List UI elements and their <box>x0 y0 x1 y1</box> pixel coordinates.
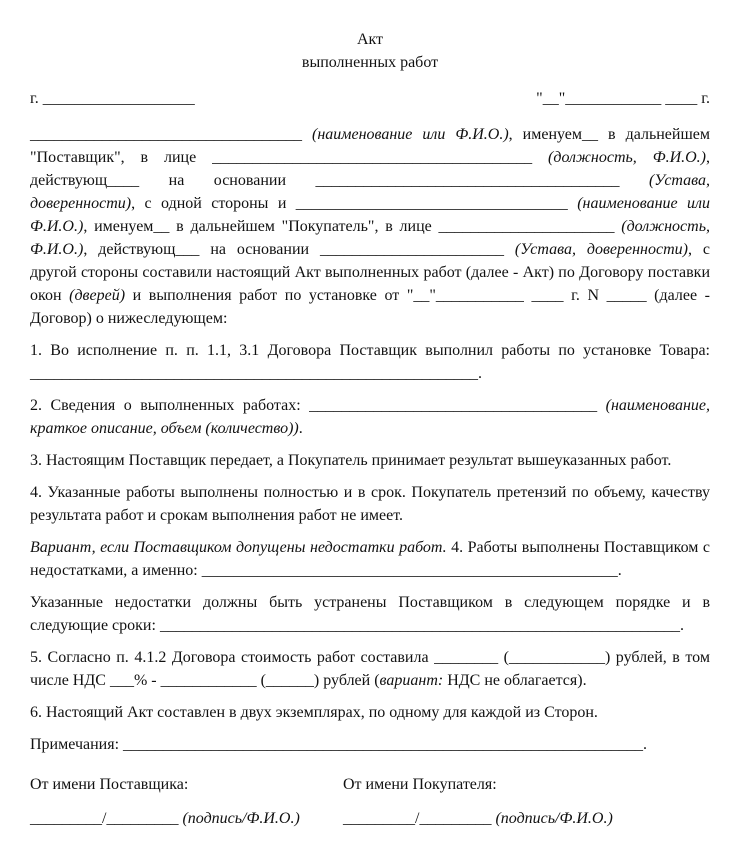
date-blank: "__"____________ ____ г. <box>536 90 710 107</box>
clause-5-paragraph <box>30 646 710 692</box>
hint-doors: (дверей) <box>69 287 126 304</box>
variant-clause-paragraph <box>30 536 710 582</box>
date-row <box>30 87 710 110</box>
city-blank: г. ___________________ <box>30 90 195 107</box>
clause-2-paragraph <box>30 394 710 440</box>
hint-position-fio: (должность, Ф.И.О.) <box>30 218 710 258</box>
clause-3-text: 3. Настоящим Поставщик передает, а Покупатель принимает результат вышеуказанных работ. <box>30 452 672 469</box>
buyer-representative-blank: , именуем__ в дальнейшем "Покупатель", в лице ______________________ <box>83 218 622 235</box>
clause-6-text: 6. Настоящий Акт составлен в двух экземплярах, по одному для каждой из Сторон. <box>30 704 598 721</box>
notes-text: Примечания: _________________________________________________________________. <box>30 736 648 753</box>
variant-clause-text: 4. Работы выполнены Поставщиком с недостатками, а именно: ____________________________________________________. <box>30 539 711 579</box>
buyer-signature-heading: От имени Покупателя: <box>343 776 497 793</box>
contract-date-number-text: и выполнения работ по установке от "__"___________ ____ г. N _____ (далее - Договор) о нижеследующем: <box>30 287 710 327</box>
supplier-basis-blank: , действующ____ на основании ______________________________________ <box>30 149 711 189</box>
clause-5-vat-text: НДС не облагается). <box>443 672 587 689</box>
hint-signature-fio: (подпись/Ф.И.О.) <box>182 810 300 827</box>
hint-work-description: (наименование, краткое описание, объем (количество)) <box>30 397 710 437</box>
document-title <box>30 28 710 74</box>
clause-3-paragraph <box>30 449 710 472</box>
clause-1-paragraph <box>30 339 710 385</box>
hint-charter-poa: (Устава, доверенности) <box>30 172 710 212</box>
hint-name-or-fio: (наименование или Ф.И.О.) <box>30 195 710 235</box>
hint-position-fio: (должность, Ф.И.О.) <box>548 149 707 166</box>
supplier-signature-line <box>30 807 343 830</box>
buyer-basis-blank: , действующ___ на основании _______________________ <box>83 241 515 258</box>
hint-signature-fio: (подпись/Ф.И.О.) <box>495 810 613 827</box>
supplier-signature-heading: От имени Поставщика: <box>30 776 189 793</box>
buyer-name-blank: , с одной стороны и __________________________________ <box>131 195 578 212</box>
supplier-representative-blank: , именуем__ в дальнейшем "Поставщик", в лице ________________________________________ <box>30 126 711 166</box>
hint-name-or-fio: (наименование или Ф.И.О.) <box>312 126 509 143</box>
supplier-signature-blanks: _________/_________ <box>30 810 183 827</box>
notes-paragraph <box>30 733 710 756</box>
supplier-name-blank: __________________________________ <box>30 126 312 143</box>
remedy-text: Указанные недостатки должны быть устранены Поставщиком в следующем порядке и в следующие сроки: _________________________________________________________________. <box>30 594 710 634</box>
buyer-signature-block <box>343 773 710 830</box>
clause-2-text: 2. Сведения о выполненных работах: ____________________________________ <box>30 397 606 414</box>
buyer-signature-line <box>343 807 710 830</box>
clause-5-text: 5. Согласно п. 4.1.2 Договора стоимость работ составила ________ (____________) рублей, в том числе НДС ___% - ____________ (______) рублей ( <box>30 649 710 689</box>
clause-2-period: . <box>298 420 303 437</box>
supplier-signature-block <box>30 773 343 830</box>
remedy-paragraph <box>30 591 710 637</box>
hint-charter-poa: (Устава, доверенности) <box>514 241 688 258</box>
preamble-paragraph <box>30 123 710 330</box>
variant-note: Вариант, если Поставщиком допущены недостатки работ. <box>30 539 447 556</box>
title-line-2: выполненных работ <box>301 54 439 71</box>
clause-4-text: 4. Указанные работы выполнены полностью и в срок. Покупатель претензий по объему, качеству результата работ и срокам выполнения работ не имеет. <box>30 484 710 524</box>
title-line-1: Акт <box>356 31 384 48</box>
signatures-section <box>30 773 710 830</box>
hint-variant-vat: вариант: <box>379 672 444 689</box>
clause-1-text: 1. Во исполнение п. п. 1.1, 3.1 Договора Поставщик выполнил работы по установке Товара: ________________________________________________________. <box>30 342 710 382</box>
clause-6-paragraph <box>30 701 710 724</box>
buyer-signature-blanks: _________/_________ <box>343 810 496 827</box>
clause-4-paragraph <box>30 481 710 527</box>
contract-intro-text: , с другой стороны составили настоящий Акт выполненных работ (далее - Акт) по Договору поставки окон <box>30 241 710 304</box>
